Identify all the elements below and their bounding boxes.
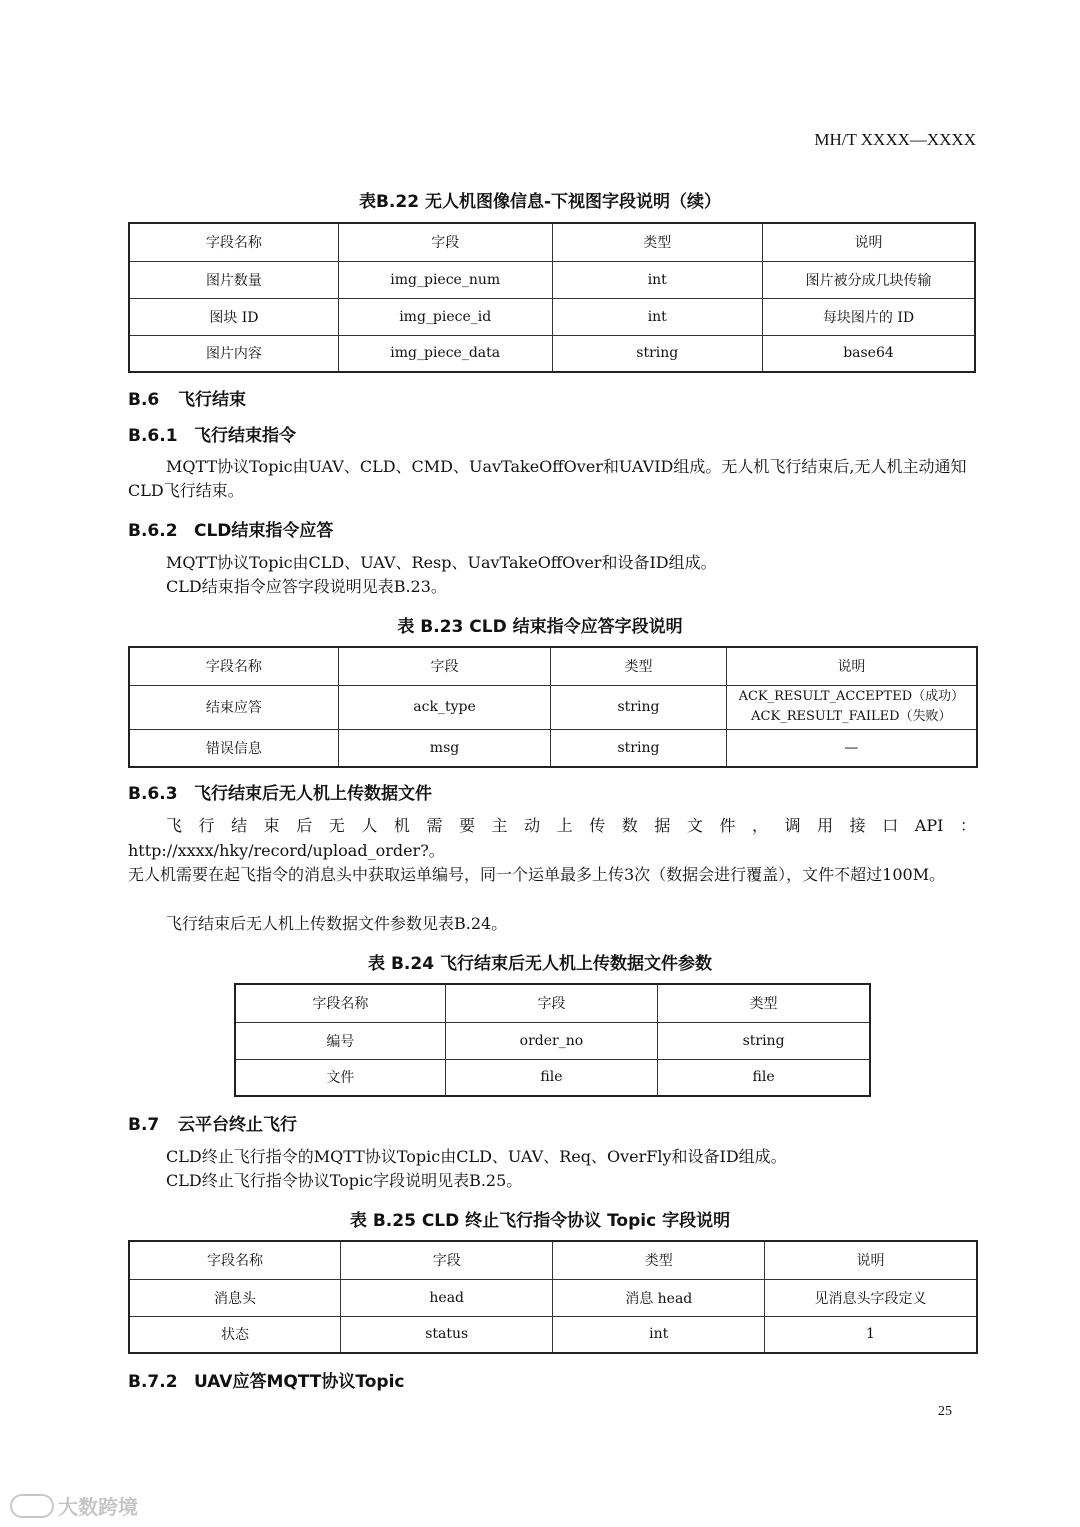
header-cell: 类型 bbox=[658, 984, 870, 1022]
table-b24 bbox=[234, 983, 871, 1097]
paragraph: 飞行结束后无人机需要主动上传数据文件，调用接口API： bbox=[166, 816, 976, 835]
table-cell: 文件 bbox=[235, 1059, 445, 1096]
table-header-row bbox=[129, 1241, 977, 1279]
section-title: 飞行结束指令 bbox=[194, 426, 296, 446]
table-cell: string bbox=[552, 335, 762, 372]
ack-accepted-text: ACK_RESULT_ACCEPTED（成功） bbox=[738, 689, 965, 704]
table-b22 bbox=[128, 222, 976, 373]
table-header-row bbox=[129, 647, 977, 685]
header-cell: 类型 bbox=[551, 647, 727, 685]
table-row bbox=[129, 729, 977, 767]
section-heading bbox=[128, 1110, 297, 1135]
section-title: 飞行结束 bbox=[178, 390, 246, 410]
watermark bbox=[10, 1491, 138, 1520]
table-cell: string bbox=[658, 1022, 870, 1059]
table-cell: 编号 bbox=[235, 1022, 445, 1059]
paragraph: CLD结束指令应答字段说明见表B.23。 bbox=[166, 577, 447, 596]
table-cell: 图片数量 bbox=[129, 261, 338, 298]
table-cell: int bbox=[552, 298, 762, 335]
section-heading bbox=[128, 516, 333, 541]
header-cell: 字段名称 bbox=[235, 984, 445, 1022]
header-cell: 说明 bbox=[726, 647, 977, 685]
header-cell: 类型 bbox=[552, 223, 762, 261]
section-title: UAV应答MQTT协议Topic bbox=[194, 1372, 405, 1392]
table-cell: status bbox=[340, 1316, 553, 1353]
document-code: MH/T XXXX—XXXX bbox=[814, 130, 976, 149]
paragraph: 飞行结束后无人机上传数据文件参数见表B.24。 bbox=[166, 914, 508, 933]
section-number: B.6 bbox=[128, 390, 160, 410]
header-cell: 字段名称 bbox=[129, 1241, 340, 1279]
table-cell: string bbox=[551, 685, 727, 729]
watermark-text: 大数跨境 bbox=[58, 1495, 138, 1519]
header-cell: 字段 bbox=[338, 647, 550, 685]
paragraph: CLD终止飞行指令协议Topic字段说明见表B.25。 bbox=[166, 1171, 523, 1190]
header-cell: 字段 bbox=[445, 984, 657, 1022]
header-cell: 字段名称 bbox=[129, 647, 338, 685]
header-cell: 字段名称 bbox=[129, 223, 338, 261]
table-b25 bbox=[128, 1240, 978, 1354]
header-cell: 字段 bbox=[338, 223, 552, 261]
table-cell: 见消息头字段定义 bbox=[765, 1279, 978, 1316]
table-row bbox=[235, 1059, 870, 1096]
paragraph: MQTT协议Topic由UAV、CLD、CMD、UavTakeOffOver和UAVID组成。无人机飞行结束后,无人机主动通知CLD飞行结束。 bbox=[128, 457, 967, 500]
section-number: B.7 bbox=[128, 1115, 160, 1135]
table-cell: msg bbox=[338, 729, 550, 767]
table-row bbox=[129, 1316, 977, 1353]
table-cell: 1 bbox=[765, 1316, 978, 1353]
table-cell: 状态 bbox=[129, 1316, 340, 1353]
section-number: B.6.2 bbox=[128, 521, 178, 541]
table-cell: base64 bbox=[762, 335, 975, 372]
table-cell: 每块图片的 ID bbox=[762, 298, 975, 335]
section-heading bbox=[128, 779, 432, 804]
table-cell: 图片内容 bbox=[129, 335, 338, 372]
table-row bbox=[129, 298, 975, 335]
table-cell: file bbox=[658, 1059, 870, 1096]
ack-failed-text: ACK_RESULT_FAILED（失败） bbox=[751, 709, 952, 724]
header-cell: 类型 bbox=[553, 1241, 765, 1279]
table-cell: 图块 ID bbox=[129, 298, 338, 335]
table-cell: 结束应答 bbox=[129, 685, 338, 729]
section-heading bbox=[128, 421, 296, 446]
paragraph: MQTT协议Topic由CLD、UAV、Resp、UavTakeOffOver和设备ID组成。 bbox=[166, 553, 717, 572]
table-cell: 错误信息 bbox=[129, 729, 338, 767]
table-cell: img_piece_num bbox=[338, 261, 552, 298]
section-number: B.6.3 bbox=[128, 784, 178, 804]
table-caption: 表B.22 无人机图像信息-下视图字段说明（续） bbox=[358, 192, 722, 212]
table-caption: 表 B.23 CLD 结束指令应答字段说明 bbox=[397, 617, 683, 637]
watermark-logo-icon bbox=[10, 1494, 54, 1518]
table-b23 bbox=[128, 646, 978, 768]
table-cell: head bbox=[340, 1279, 553, 1316]
header-cell: 字段 bbox=[340, 1241, 553, 1279]
header-cell: 说明 bbox=[765, 1241, 978, 1279]
table-cell: int bbox=[553, 1316, 765, 1353]
table-row bbox=[129, 685, 977, 729]
table-row bbox=[129, 261, 975, 298]
table-cell: file bbox=[445, 1059, 657, 1096]
table-header-row bbox=[235, 984, 870, 1022]
table-header-row bbox=[129, 223, 975, 261]
section-number: B.6.1 bbox=[128, 426, 178, 446]
table-caption: 表 B.24 飞行结束后无人机上传数据文件参数 bbox=[368, 954, 712, 974]
table-cell bbox=[726, 685, 977, 729]
table-row bbox=[235, 1022, 870, 1059]
table-cell: 消息头 bbox=[129, 1279, 340, 1316]
table-cell: order_no bbox=[445, 1022, 657, 1059]
table-caption: 表 B.25 CLD 终止飞行指令协议 Topic 字段说明 bbox=[349, 1211, 731, 1231]
table-cell: — bbox=[726, 729, 977, 767]
section-heading bbox=[128, 1367, 404, 1392]
section-title: 云平台终止飞行 bbox=[178, 1115, 297, 1135]
api-url: http://xxxx/hky/record/upload_order?。 bbox=[128, 841, 445, 860]
header-cell: 说明 bbox=[762, 223, 975, 261]
table-row bbox=[129, 335, 975, 372]
table-cell: img_piece_id bbox=[338, 298, 552, 335]
paragraph: CLD终止飞行指令的MQTT协议Topic由CLD、UAV、Req、OverFly和设备ID组成。 bbox=[166, 1147, 787, 1166]
table-cell: int bbox=[552, 261, 762, 298]
section-title: 飞行结束后无人机上传数据文件 bbox=[194, 784, 432, 804]
table-row bbox=[129, 1279, 977, 1316]
table-cell: string bbox=[551, 729, 727, 767]
section-title: CLD结束指令应答 bbox=[194, 521, 334, 541]
page-number: 25 bbox=[938, 1404, 952, 1419]
paragraph: 无人机需要在起飞指令的消息头中获取运单编号，同一个运单最多上传3次（数据会进行覆盖），文件不超过100M。 bbox=[128, 865, 946, 884]
table-cell: 消息 head bbox=[553, 1279, 765, 1316]
section-heading bbox=[128, 385, 246, 410]
section-number: B.7.2 bbox=[128, 1372, 178, 1392]
table-cell: 图片被分成几块传输 bbox=[762, 261, 975, 298]
table-cell: ack_type bbox=[338, 685, 550, 729]
table-cell: img_piece_data bbox=[338, 335, 552, 372]
